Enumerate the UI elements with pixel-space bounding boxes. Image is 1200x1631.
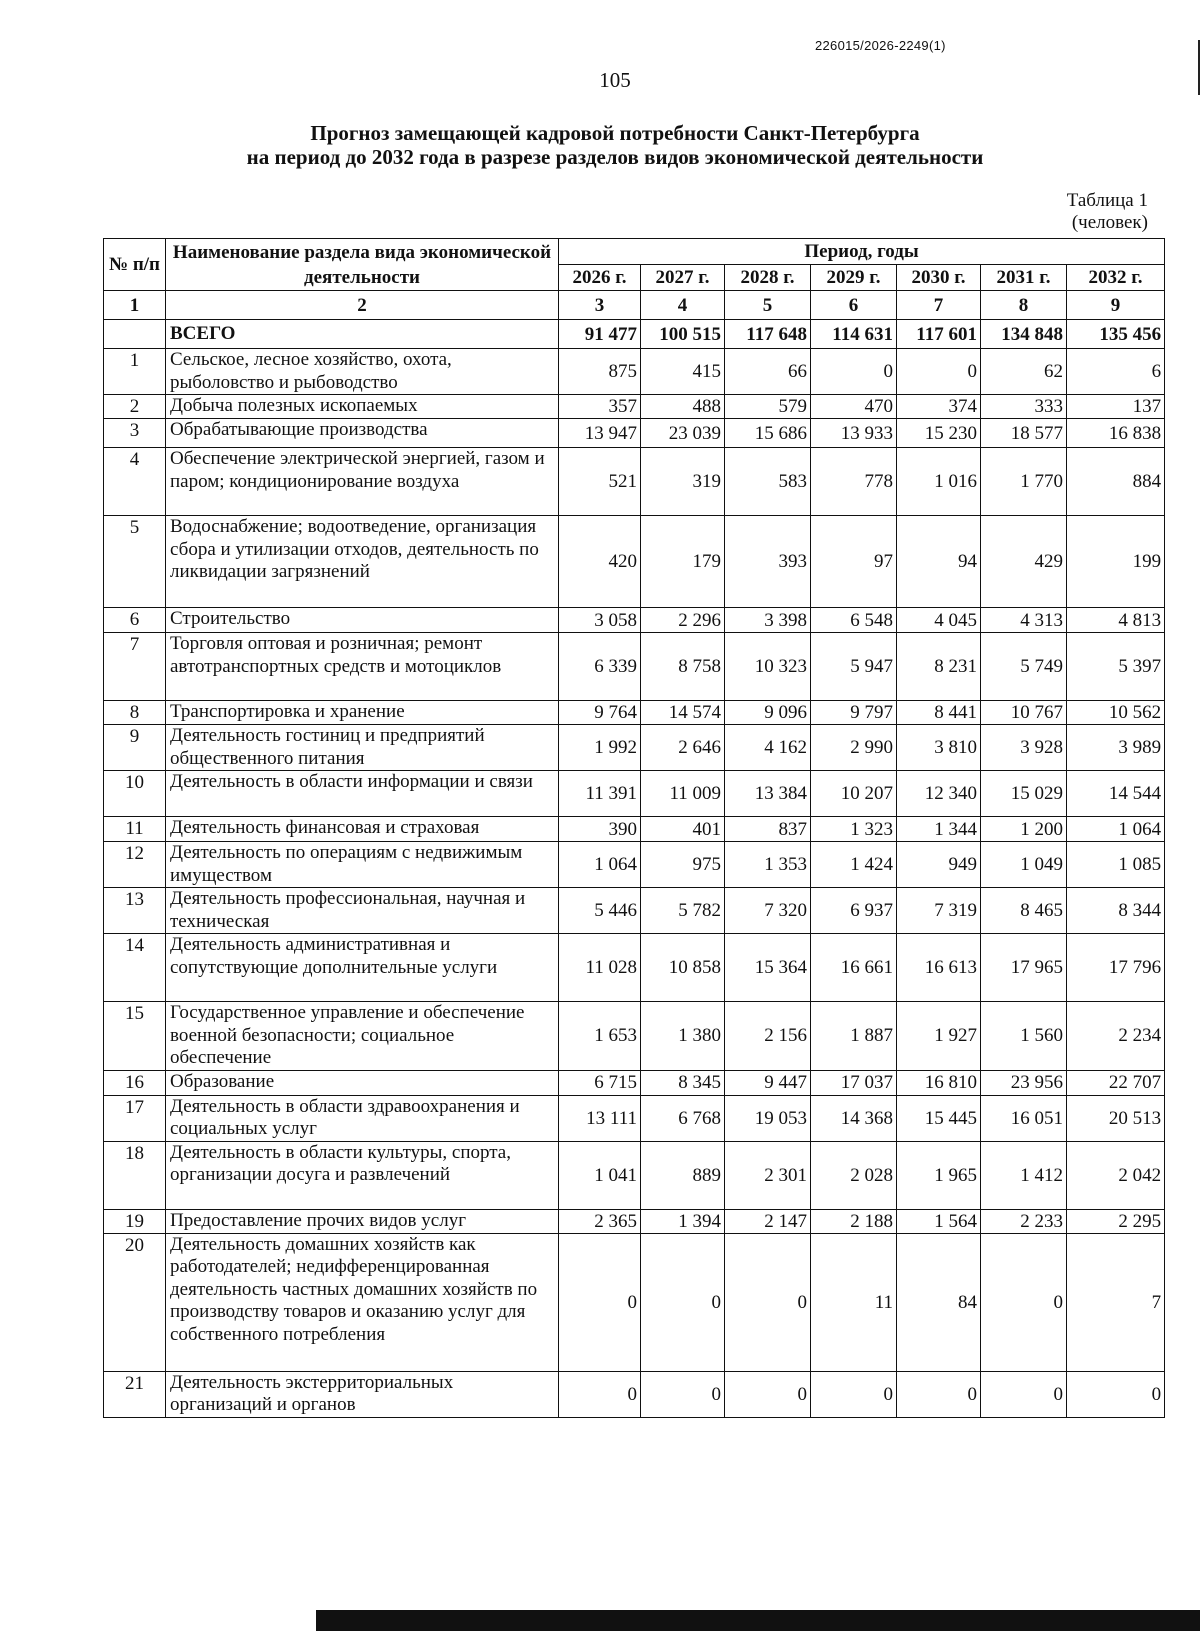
row-value-1: 390 xyxy=(559,817,641,842)
row-value-2: 1 394 xyxy=(641,1209,725,1233)
row-value-6: 333 xyxy=(981,395,1067,419)
row-value-7: 884 xyxy=(1067,448,1165,516)
row-number: 17 xyxy=(104,1095,166,1141)
row-value-4: 6 937 xyxy=(811,888,897,934)
row-number: 1 xyxy=(104,349,166,395)
row-value-3: 0 xyxy=(725,1233,811,1371)
row-value-6: 1 770 xyxy=(981,448,1067,516)
row-value-1: 11 028 xyxy=(559,934,641,1002)
row-value-5: 374 xyxy=(897,395,981,419)
row-value-2: 2 296 xyxy=(641,608,725,633)
total-value-3: 117 648 xyxy=(725,320,811,349)
table-row xyxy=(104,448,1165,516)
column-index-3: 3 xyxy=(559,291,641,320)
row-number: 10 xyxy=(104,771,166,817)
row-value-3: 15 364 xyxy=(725,934,811,1002)
row-value-5: 1 965 xyxy=(897,1141,981,1209)
row-value-6: 1 049 xyxy=(981,842,1067,888)
row-value-5: 1 344 xyxy=(897,817,981,842)
row-value-6: 1 200 xyxy=(981,817,1067,842)
row-value-2: 0 xyxy=(641,1371,725,1417)
scan-bottom-bar xyxy=(316,1610,1200,1631)
row-value-7: 1 064 xyxy=(1067,817,1165,842)
column-index-8: 8 xyxy=(981,291,1067,320)
row-value-7: 5 397 xyxy=(1067,633,1165,701)
activity-name: Строительство xyxy=(166,608,559,633)
row-value-2: 8 758 xyxy=(641,633,725,701)
table-row xyxy=(104,725,1165,771)
row-value-7: 2 234 xyxy=(1067,1002,1165,1071)
title-line-1: Прогноз замещающей кадровой потребности Санкт-Петербурга xyxy=(310,121,920,145)
row-value-7: 2 295 xyxy=(1067,1209,1165,1233)
activity-name: Деятельность экстерриториальных организаций и органов xyxy=(166,1371,559,1417)
row-number: 13 xyxy=(104,888,166,934)
total-value-6: 134 848 xyxy=(981,320,1067,349)
row-value-5: 8 231 xyxy=(897,633,981,701)
row-value-2: 488 xyxy=(641,395,725,419)
row-value-4: 2 188 xyxy=(811,1209,897,1233)
forecast-table xyxy=(103,238,1165,1418)
table-row xyxy=(104,1371,1165,1417)
row-value-5: 1 016 xyxy=(897,448,981,516)
column-index-row xyxy=(104,291,1165,320)
row-value-4: 17 037 xyxy=(811,1070,897,1095)
activity-name: Деятельность гостиниц и предприятий общественного питания xyxy=(166,725,559,771)
row-number: 16 xyxy=(104,1070,166,1095)
row-value-7: 17 796 xyxy=(1067,934,1165,1002)
table-row xyxy=(104,1233,1165,1371)
row-value-1: 1 992 xyxy=(559,725,641,771)
total-value-4: 114 631 xyxy=(811,320,897,349)
column-index-9: 9 xyxy=(1067,291,1165,320)
total-label: ВСЕГО xyxy=(166,320,559,349)
activity-name: Образование xyxy=(166,1070,559,1095)
row-value-5: 15 445 xyxy=(897,1095,981,1141)
table-row xyxy=(104,1070,1165,1095)
header-year-5: 2030 г. xyxy=(897,265,981,291)
unit-label: (человек) xyxy=(1071,212,1148,233)
row-value-5: 7 319 xyxy=(897,888,981,934)
column-index-7: 7 xyxy=(897,291,981,320)
row-number: 9 xyxy=(104,725,166,771)
row-value-4: 13 933 xyxy=(811,419,897,448)
row-value-6: 62 xyxy=(981,349,1067,395)
column-index-1: 1 xyxy=(104,291,166,320)
row-number: 4 xyxy=(104,448,166,516)
row-value-6: 15 029 xyxy=(981,771,1067,817)
row-number: 18 xyxy=(104,1141,166,1209)
activity-name: Деятельность в области здравоохранения и социальных услуг xyxy=(166,1095,559,1141)
row-value-7: 3 989 xyxy=(1067,725,1165,771)
header-year-4: 2029 г. xyxy=(811,265,897,291)
activity-name: Деятельность в области информации и связи xyxy=(166,771,559,817)
table-row xyxy=(104,633,1165,701)
row-value-2: 6 768 xyxy=(641,1095,725,1141)
row-value-2: 0 xyxy=(641,1233,725,1371)
row-value-3: 9 096 xyxy=(725,701,811,725)
column-index-2: 2 xyxy=(166,291,559,320)
row-number: 20 xyxy=(104,1233,166,1371)
row-value-6: 0 xyxy=(981,1233,1067,1371)
page-number: 105 xyxy=(599,68,631,92)
row-value-5: 8 441 xyxy=(897,701,981,725)
row-value-4: 470 xyxy=(811,395,897,419)
total-row xyxy=(104,320,1165,349)
row-value-4: 5 947 xyxy=(811,633,897,701)
row-number: 2 xyxy=(104,395,166,419)
row-value-6: 4 313 xyxy=(981,608,1067,633)
activity-name: Транспортировка и хранение xyxy=(166,701,559,725)
header-year-2: 2027 г. xyxy=(641,265,725,291)
row-value-4: 16 661 xyxy=(811,934,897,1002)
row-value-3: 19 053 xyxy=(725,1095,811,1141)
row-value-1: 9 764 xyxy=(559,701,641,725)
total-value-2: 100 515 xyxy=(641,320,725,349)
row-value-4: 1 323 xyxy=(811,817,897,842)
total-value-7: 135 456 xyxy=(1067,320,1165,349)
row-value-3: 2 147 xyxy=(725,1209,811,1233)
row-value-3: 7 320 xyxy=(725,888,811,934)
row-value-7: 10 562 xyxy=(1067,701,1165,725)
row-number: 6 xyxy=(104,608,166,633)
row-value-2: 5 782 xyxy=(641,888,725,934)
row-value-7: 14 544 xyxy=(1067,771,1165,817)
row-value-1: 357 xyxy=(559,395,641,419)
table-caption xyxy=(940,190,1148,234)
header-name: Наименование раздела вида экономической деятельности xyxy=(166,239,559,291)
row-value-4: 0 xyxy=(811,1371,897,1417)
table-row xyxy=(104,419,1165,448)
table-row xyxy=(104,516,1165,608)
row-value-4: 1 424 xyxy=(811,842,897,888)
activity-name: Предоставление прочих видов услуг xyxy=(166,1209,559,1233)
row-value-3: 1 353 xyxy=(725,842,811,888)
row-value-1: 1 653 xyxy=(559,1002,641,1071)
table-row xyxy=(104,701,1165,725)
row-value-4: 6 548 xyxy=(811,608,897,633)
row-value-1: 3 058 xyxy=(559,608,641,633)
row-value-1: 2 365 xyxy=(559,1209,641,1233)
row-value-3: 10 323 xyxy=(725,633,811,701)
row-value-5: 94 xyxy=(897,516,981,608)
row-value-4: 14 368 xyxy=(811,1095,897,1141)
document-id: 226015/2026-2249(1) xyxy=(815,38,946,53)
row-value-5: 16 613 xyxy=(897,934,981,1002)
title-line-2: на период до 2032 года в разрезе разделов видов экономической деятельности xyxy=(246,145,984,169)
row-value-2: 14 574 xyxy=(641,701,725,725)
row-value-1: 6 339 xyxy=(559,633,641,701)
activity-name: Деятельность в области культуры, спорта, организации досуга и развлечений xyxy=(166,1141,559,1209)
row-value-2: 10 858 xyxy=(641,934,725,1002)
row-value-6: 3 928 xyxy=(981,725,1067,771)
row-value-2: 889 xyxy=(641,1141,725,1209)
row-value-2: 179 xyxy=(641,516,725,608)
activity-name: Обеспечение электрической энергией, газом и паром; кондиционирование воздуха xyxy=(166,448,559,516)
row-value-7: 1 085 xyxy=(1067,842,1165,888)
activity-name: Деятельность административная и сопутствующие дополнительные услуги xyxy=(166,934,559,1002)
row-value-7: 199 xyxy=(1067,516,1165,608)
row-value-1: 6 715 xyxy=(559,1070,641,1095)
column-index-5: 5 xyxy=(725,291,811,320)
row-value-2: 319 xyxy=(641,448,725,516)
table-row xyxy=(104,1209,1165,1233)
row-value-3: 393 xyxy=(725,516,811,608)
row-value-1: 0 xyxy=(559,1233,641,1371)
table-row xyxy=(104,842,1165,888)
row-value-7: 0 xyxy=(1067,1371,1165,1417)
row-value-7: 2 042 xyxy=(1067,1141,1165,1209)
row-value-2: 415 xyxy=(641,349,725,395)
row-value-3: 4 162 xyxy=(725,725,811,771)
row-value-6: 8 465 xyxy=(981,888,1067,934)
row-value-1: 1 064 xyxy=(559,842,641,888)
table-row xyxy=(104,349,1165,395)
row-value-2: 2 646 xyxy=(641,725,725,771)
row-number: 21 xyxy=(104,1371,166,1417)
row-value-7: 22 707 xyxy=(1067,1070,1165,1095)
row-value-6: 17 965 xyxy=(981,934,1067,1002)
row-value-6: 1 412 xyxy=(981,1141,1067,1209)
row-number: 14 xyxy=(104,934,166,1002)
row-value-6: 429 xyxy=(981,516,1067,608)
row-value-4: 2 990 xyxy=(811,725,897,771)
table-row xyxy=(104,817,1165,842)
column-index-6: 6 xyxy=(811,291,897,320)
row-value-4: 9 797 xyxy=(811,701,897,725)
row-value-7: 4 813 xyxy=(1067,608,1165,633)
row-value-2: 23 039 xyxy=(641,419,725,448)
row-value-1: 420 xyxy=(559,516,641,608)
row-value-5: 3 810 xyxy=(897,725,981,771)
row-number: 5 xyxy=(104,516,166,608)
table-row xyxy=(104,1141,1165,1209)
table-number-label: Таблица 1 xyxy=(1066,190,1148,211)
row-value-4: 11 xyxy=(811,1233,897,1371)
row-value-3: 3 398 xyxy=(725,608,811,633)
row-value-3: 15 686 xyxy=(725,419,811,448)
header-row-period xyxy=(104,239,1165,265)
row-value-2: 1 380 xyxy=(641,1002,725,1071)
row-number: 11 xyxy=(104,817,166,842)
table-row xyxy=(104,395,1165,419)
activity-name: Добыча полезных ископаемых xyxy=(166,395,559,419)
row-value-3: 579 xyxy=(725,395,811,419)
row-value-1: 0 xyxy=(559,1371,641,1417)
row-value-5: 84 xyxy=(897,1233,981,1371)
row-value-1: 875 xyxy=(559,349,641,395)
row-value-2: 975 xyxy=(641,842,725,888)
activity-name: Торговля оптовая и розничная; ремонт автотранспортных средств и мотоциклов xyxy=(166,633,559,701)
row-value-1: 13 947 xyxy=(559,419,641,448)
row-value-2: 11 009 xyxy=(641,771,725,817)
header-period: Период, годы xyxy=(559,239,1165,265)
row-value-6: 1 560 xyxy=(981,1002,1067,1071)
row-value-5: 16 810 xyxy=(897,1070,981,1095)
column-index-4: 4 xyxy=(641,291,725,320)
row-value-3: 9 447 xyxy=(725,1070,811,1095)
activity-name: Сельское, лесное хозяйство, охота, рыболовство и рыбоводство xyxy=(166,349,559,395)
row-value-7: 8 344 xyxy=(1067,888,1165,934)
row-number: 8 xyxy=(104,701,166,725)
row-value-3: 583 xyxy=(725,448,811,516)
activity-name: Деятельность финансовая и страховая xyxy=(166,817,559,842)
row-value-1: 13 111 xyxy=(559,1095,641,1141)
row-number: 7 xyxy=(104,633,166,701)
row-value-7: 20 513 xyxy=(1067,1095,1165,1141)
row-value-2: 401 xyxy=(641,817,725,842)
row-value-4: 1 887 xyxy=(811,1002,897,1071)
row-value-6: 0 xyxy=(981,1371,1067,1417)
table-row xyxy=(104,1002,1165,1071)
row-value-6: 23 956 xyxy=(981,1070,1067,1095)
row-value-5: 0 xyxy=(897,349,981,395)
header-year-6: 2031 г. xyxy=(981,265,1067,291)
row-value-3: 0 xyxy=(725,1371,811,1417)
row-value-5: 12 340 xyxy=(897,771,981,817)
row-number: 15 xyxy=(104,1002,166,1071)
document-title xyxy=(0,121,1200,169)
row-value-3: 2 156 xyxy=(725,1002,811,1071)
activity-name: Государственное управление и обеспечение военной безопасности; социальное обеспечение xyxy=(166,1002,559,1071)
table-row xyxy=(104,934,1165,1002)
table-row xyxy=(104,608,1165,633)
row-value-3: 837 xyxy=(725,817,811,842)
row-value-5: 1 564 xyxy=(897,1209,981,1233)
row-value-6: 18 577 xyxy=(981,419,1067,448)
row-value-5: 0 xyxy=(897,1371,981,1417)
row-number: 12 xyxy=(104,842,166,888)
header-year-3: 2028 г. xyxy=(725,265,811,291)
row-value-4: 778 xyxy=(811,448,897,516)
row-value-5: 1 927 xyxy=(897,1002,981,1071)
row-value-1: 5 446 xyxy=(559,888,641,934)
total-value-5: 117 601 xyxy=(897,320,981,349)
row-value-6: 5 749 xyxy=(981,633,1067,701)
row-value-1: 11 391 xyxy=(559,771,641,817)
activity-name: Деятельность по операциям с недвижимым имуществом xyxy=(166,842,559,888)
row-value-6: 2 233 xyxy=(981,1209,1067,1233)
table-row xyxy=(104,771,1165,817)
activity-name: Водоснабжение; водоотведение, организация сбора и утилизации отходов, деятельность по ликвидации загрязнений xyxy=(166,516,559,608)
header-year-1: 2026 г. xyxy=(559,265,641,291)
row-value-4: 0 xyxy=(811,349,897,395)
row-value-3: 13 384 xyxy=(725,771,811,817)
row-value-7: 16 838 xyxy=(1067,419,1165,448)
total-num-cell xyxy=(104,320,166,349)
activity-name: Обрабатывающие производства xyxy=(166,419,559,448)
row-value-5: 15 230 xyxy=(897,419,981,448)
row-value-7: 7 xyxy=(1067,1233,1165,1371)
header-year-7: 2032 г. xyxy=(1067,265,1165,291)
activity-name: Деятельность профессиональная, научная и техническая xyxy=(166,888,559,934)
activity-name: Деятельность домашних хозяйств как работодателей; недифференцированная деятельность частных домашних хозяйств по производству товаров и оказанию услуг для собственного потребления xyxy=(166,1233,559,1371)
row-value-3: 66 xyxy=(725,349,811,395)
row-value-3: 2 301 xyxy=(725,1141,811,1209)
row-value-4: 10 207 xyxy=(811,771,897,817)
row-number: 3 xyxy=(104,419,166,448)
row-value-7: 137 xyxy=(1067,395,1165,419)
row-value-7: 6 xyxy=(1067,349,1165,395)
row-value-4: 97 xyxy=(811,516,897,608)
row-value-5: 4 045 xyxy=(897,608,981,633)
row-value-6: 16 051 xyxy=(981,1095,1067,1141)
row-value-5: 949 xyxy=(897,842,981,888)
table-row xyxy=(104,1095,1165,1141)
total-value-1: 91 477 xyxy=(559,320,641,349)
row-value-1: 521 xyxy=(559,448,641,516)
row-value-4: 2 028 xyxy=(811,1141,897,1209)
row-value-6: 10 767 xyxy=(981,701,1067,725)
row-value-2: 8 345 xyxy=(641,1070,725,1095)
row-value-1: 1 041 xyxy=(559,1141,641,1209)
row-number: 19 xyxy=(104,1209,166,1233)
table-row xyxy=(104,888,1165,934)
header-num: № п/п xyxy=(104,239,166,291)
